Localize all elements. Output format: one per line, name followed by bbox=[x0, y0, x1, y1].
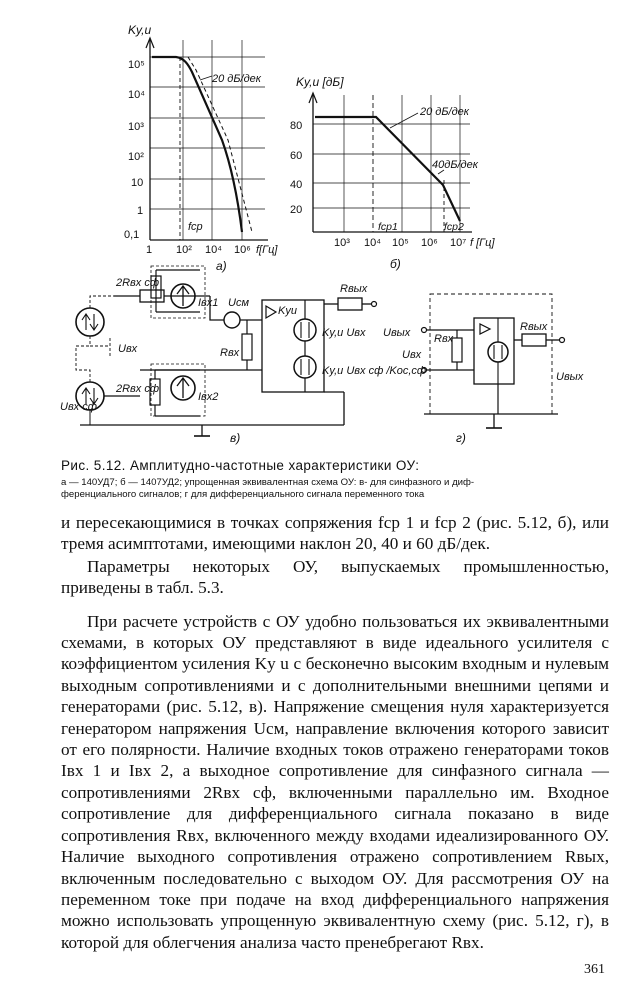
panel-c-rvyx: Rвых bbox=[340, 283, 368, 295]
panel-b-fcp2: fср2 bbox=[444, 221, 464, 233]
panel-c-kyu: Kyu bbox=[278, 305, 297, 317]
panel-c-2rvx-bottom: 2Rвх сф bbox=[116, 383, 160, 395]
paragraph-2: Параметры некоторых ОУ, выпускаемых промышленностью, приведены в табл. 5.3. bbox=[61, 556, 609, 598]
panel-c-ivx2: Iвх2 bbox=[198, 391, 219, 403]
panel-d-rvx: Rвх bbox=[434, 333, 454, 345]
panel-a-label: а) bbox=[216, 259, 227, 273]
paragraph-3: При расчете устройств с ОУ удобно пользоваться их эквивалентными схемами, в которых ОУ представляют в виде идеального усилителя с коэффициентом усиления Kу u с бесконечно высоким входным и нулевым выходным сопротивлениями и с дополнительными внешними цепями и генераторами (рис. 5.12, в). Напряжение смещения нуля характеризуется генератором напряжения Uсм, направление включения которого зависит от его полярности. Наличие входных токов отражено генераторами токов Iвх 1 и Iвх 2, а выходное сопротивление для синфазного сигнала — сопротивлениями 2Rвх сф, включенными параллельно им. Входное сопротивление для дифференциального сигнала показано в виде сопротивления Rвх, включенного между входами идеализированного ОУ. Наличие выходного сопротивления отражено сопротивлением Rвых, включенным последовательно с выходом ОУ. Для рассмотрения ОУ на переменном токе при подаче на вход дифференциального напряжения можно использовать упрощенную эквивалентную схему (рис. 5.12, г), в которой для облегчения анализа часто пренебрегают Rвх. bbox=[61, 611, 609, 952]
panel-a-slope-annotation: 20 дБ/дек bbox=[212, 73, 261, 85]
panel-a-ytick-4: 10 bbox=[131, 177, 144, 189]
panel-b-xtick-0: 10³ bbox=[334, 237, 350, 249]
page-number: 361 bbox=[584, 962, 605, 977]
panel-a-xtick-2: 10⁴ bbox=[205, 244, 222, 256]
paragraph-1: и пересекающимися в точках сопряжения fср 1 и fср 2 (рис. 5.12, б), или тремя асимптотами, имеющими наклон 20, 40 и 60 дБ/дек. bbox=[61, 513, 609, 554]
panel-a-chart bbox=[146, 38, 268, 240]
panel-a-ytick-3: 10² bbox=[128, 151, 144, 163]
panel-c-uvx: Uвх bbox=[118, 343, 138, 355]
panel-b-fcp1: fср1 bbox=[378, 221, 398, 233]
panel-d-label: г) bbox=[456, 431, 466, 445]
panel-b-ytick-2: 40 bbox=[290, 179, 303, 191]
panel-a-xtick-3: 10⁶ bbox=[234, 244, 251, 256]
panel-b-label: б) bbox=[390, 257, 401, 271]
panel-d-circuit bbox=[422, 294, 565, 428]
panel-c-kyu-uvx: Kу,u Uвх bbox=[322, 327, 366, 339]
panel-b-ytick-1: 60 bbox=[290, 150, 303, 162]
panel-a-ytick-5: 1 bbox=[137, 205, 144, 217]
panel-a-xtick-0: 1 bbox=[146, 244, 153, 256]
body-text bbox=[61, 512, 609, 953]
panel-a-fcp: fср bbox=[188, 221, 203, 233]
panel-b-ytick-3: 20 bbox=[290, 204, 303, 216]
panel-d-uvyx: Uвых bbox=[556, 371, 584, 383]
panel-b-xtick-4: 10⁷ bbox=[450, 237, 467, 249]
panel-a-xaxis-label: f[Гц] bbox=[256, 244, 278, 256]
panel-b-y-label: Ky,u [дБ] bbox=[296, 75, 344, 89]
panel-a-ytick-1: 10⁴ bbox=[128, 89, 145, 101]
figure-5-12 bbox=[0, 0, 643, 455]
panel-c-ivx1: Iвх1 bbox=[198, 297, 219, 309]
panel-b-slope1: 20 дБ/дек bbox=[420, 106, 469, 118]
panel-c-ucm: Uсм bbox=[228, 297, 249, 309]
panel-a-xtick-1: 10² bbox=[176, 244, 192, 256]
caption-title: Рис. 5.12. Амплитудно-частотные характеристики ОУ: bbox=[61, 458, 420, 473]
panel-c-rvx: Rвх bbox=[220, 347, 240, 359]
panel-c-label: в) bbox=[230, 431, 241, 445]
panel-c-2rvx-top: 2Rвх сф bbox=[116, 277, 160, 289]
caption-subtitle-1: а — 140УД7; б — 1407УД2; упрощенная эквивалентная схема ОУ: в- для синфазного и диф- bbox=[61, 477, 475, 488]
panel-a-ytick-6: 0,1 bbox=[124, 229, 140, 241]
panel-b-slope2: 40дБ/дек bbox=[432, 159, 478, 171]
caption-subtitle-2: ференциального сигналов; г для дифференциального сигнала переменного тока bbox=[61, 489, 425, 500]
panel-c-uvx-sf: Uвх сф bbox=[60, 401, 97, 413]
panel-a-ytick-0: 10⁵ bbox=[128, 59, 145, 71]
panel-c-uvyx: Uвых bbox=[383, 327, 411, 339]
panel-a-ytick-2: 10³ bbox=[128, 121, 144, 133]
figure-caption bbox=[61, 458, 621, 501]
panel-b-xtick-2: 10⁵ bbox=[392, 237, 409, 249]
panel-b-xtick-1: 10⁴ bbox=[364, 237, 381, 249]
panel-d-uvx: Uвх bbox=[402, 349, 422, 361]
panel-b-xtick-3: 10⁶ bbox=[421, 237, 438, 249]
panel-d-rvyx: Rвых bbox=[520, 321, 548, 333]
panel-a-y-label: Ky,u bbox=[128, 23, 152, 37]
panel-b-ytick-0: 80 bbox=[290, 120, 303, 132]
panel-c-kyu-uvxsf: Kу,u Uвх сф /Kос,сф bbox=[322, 365, 427, 377]
panel-b-xaxis-label: f [Гц] bbox=[470, 237, 495, 249]
